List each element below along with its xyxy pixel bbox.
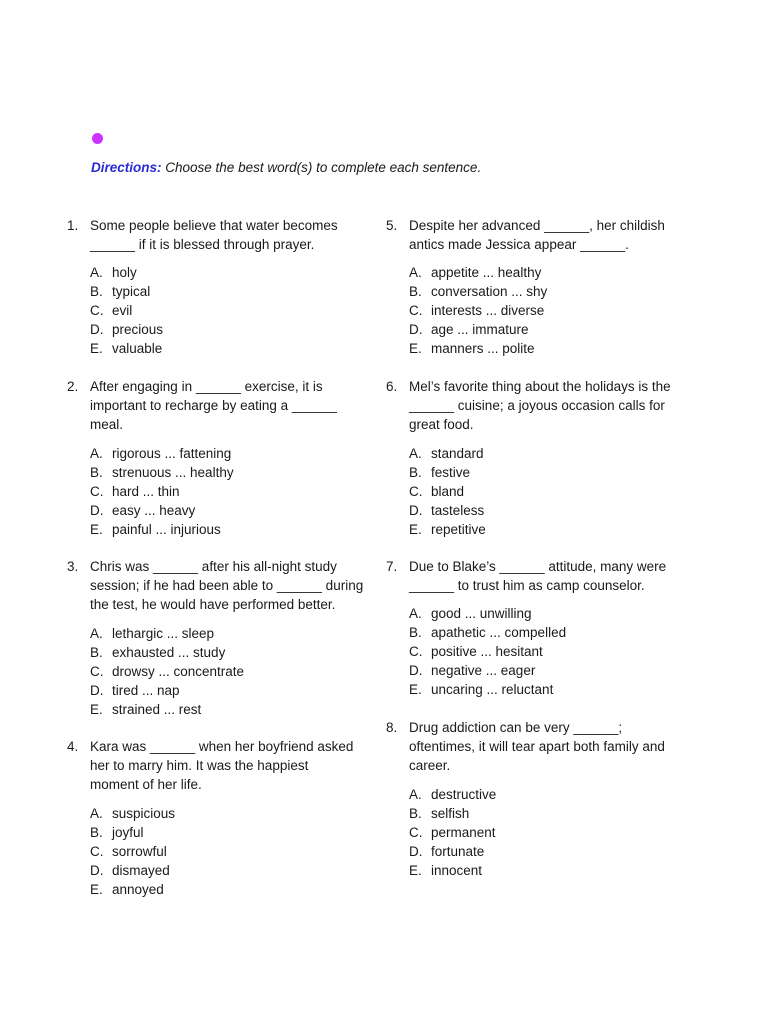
stem-line: great food. xyxy=(409,417,474,433)
question-stem xyxy=(67,737,379,795)
question-number: 6. xyxy=(386,379,398,394)
option-c xyxy=(386,301,698,320)
directions xyxy=(91,160,481,175)
option-letter: C. xyxy=(409,824,423,840)
directions-label: Directions: xyxy=(91,160,162,175)
option-text: evil xyxy=(112,303,133,319)
option-letter: D. xyxy=(409,322,423,338)
option-text: good ... unwilling xyxy=(431,606,532,622)
option-d xyxy=(67,861,379,880)
question-stem xyxy=(67,557,379,615)
option-e xyxy=(67,700,379,719)
option-text: dismayed xyxy=(112,862,170,878)
stem-line: her to marry him. It was the happiest xyxy=(90,758,309,774)
option-letter: D. xyxy=(409,502,423,518)
answer-options xyxy=(386,785,698,880)
option-text: precious xyxy=(112,322,164,338)
option-letter: D. xyxy=(409,843,423,859)
option-c xyxy=(386,823,698,842)
option-letter: E. xyxy=(90,881,103,897)
option-text: easy ... heavy xyxy=(112,502,196,518)
option-e xyxy=(67,520,379,539)
option-letter: B. xyxy=(409,284,422,300)
option-letter: D. xyxy=(90,322,104,338)
directions-text: Choose the best word(s) to complete each sentence. xyxy=(161,160,482,175)
option-letter: B. xyxy=(90,824,103,840)
option-letter: A. xyxy=(409,606,422,622)
option-text: age ... immature xyxy=(431,322,529,338)
option-d xyxy=(67,501,379,520)
option-e xyxy=(386,339,698,358)
option-text: typical xyxy=(112,284,151,300)
option-a xyxy=(67,624,379,643)
option-d xyxy=(386,842,698,861)
option-text: destructive xyxy=(431,786,497,802)
option-text: permanent xyxy=(431,824,496,840)
question-number: 1. xyxy=(67,218,79,233)
option-letter: E. xyxy=(409,521,422,537)
option-letter: B. xyxy=(90,284,103,300)
option-text: hard ... thin xyxy=(112,483,180,499)
option-letter: B. xyxy=(90,644,103,660)
stem-line: Mel’s favorite thing about the holidays is the xyxy=(409,379,671,394)
option-text: innocent xyxy=(431,862,483,878)
question-8 xyxy=(386,718,698,880)
question-stem xyxy=(386,216,698,254)
question-stem xyxy=(386,557,698,595)
option-text: negative ... eager xyxy=(431,663,536,679)
stem-line: career. xyxy=(409,758,451,774)
option-text: bland xyxy=(431,483,465,499)
option-e xyxy=(386,861,698,880)
question-stem xyxy=(67,216,379,254)
option-text: conversation ... shy xyxy=(431,284,548,300)
option-text: interests ... diverse xyxy=(431,303,545,319)
option-b xyxy=(67,282,379,301)
option-letter: C. xyxy=(409,483,423,499)
stem-line: important to recharge by eating a ______ xyxy=(90,398,337,414)
option-b xyxy=(386,623,698,642)
question-number: 7. xyxy=(386,559,398,574)
answer-options xyxy=(67,263,379,358)
option-text: drowsy ... concentrate xyxy=(112,663,245,679)
option-a xyxy=(67,444,379,463)
stem-line: Despite her advanced ______, her childish xyxy=(409,218,665,233)
option-b xyxy=(67,643,379,662)
option-d xyxy=(386,661,698,680)
question-number: 5. xyxy=(386,218,398,233)
option-letter: B. xyxy=(409,625,422,641)
question-3 xyxy=(67,557,379,719)
stem-line: oftentimes, it will tear apart both family and xyxy=(409,739,665,755)
answer-options xyxy=(67,804,379,899)
option-text: valuable xyxy=(112,341,163,357)
option-a xyxy=(67,804,379,823)
option-b xyxy=(67,463,379,482)
option-text: exhausted ... study xyxy=(112,644,226,660)
option-letter: E. xyxy=(90,341,103,357)
question-1 xyxy=(67,216,379,358)
option-a xyxy=(386,785,698,804)
option-a xyxy=(386,444,698,463)
option-text: strenuous ... healthy xyxy=(112,464,234,480)
option-letter: E. xyxy=(409,341,422,357)
option-letter: C. xyxy=(90,303,104,319)
option-c xyxy=(67,482,379,501)
option-text: appetite ... healthy xyxy=(431,265,542,281)
question-2 xyxy=(67,377,379,539)
option-text: selfish xyxy=(431,805,470,821)
option-d xyxy=(386,320,698,339)
stem-line: ______ cuisine; a joyous occasion calls for xyxy=(409,398,665,414)
option-text: tasteless xyxy=(431,502,485,518)
option-a xyxy=(386,604,698,623)
question-4 xyxy=(67,737,379,899)
option-letter: B. xyxy=(90,464,103,480)
option-letter: E. xyxy=(409,862,422,878)
option-letter: C. xyxy=(409,303,423,319)
stem-line: Some people believe that water becomes xyxy=(90,218,338,233)
stem-line: session; if he had been able to ______ during xyxy=(90,578,364,594)
stem-line: After engaging in ______ exercise, it is xyxy=(90,379,323,394)
answer-options xyxy=(67,444,379,539)
option-text: painful ... injurious xyxy=(112,521,221,537)
option-d xyxy=(67,681,379,700)
question-5 xyxy=(386,216,698,358)
option-letter: E. xyxy=(409,682,422,698)
option-letter: D. xyxy=(90,502,104,518)
option-letter: A. xyxy=(90,445,103,461)
question-number: 8. xyxy=(386,720,398,735)
stem-line: Kara was ______ when her boyfriend asked xyxy=(90,739,354,754)
option-a xyxy=(386,263,698,282)
option-c xyxy=(67,842,379,861)
option-letter: D. xyxy=(90,862,104,878)
option-letter: E. xyxy=(90,521,103,537)
answer-options xyxy=(386,604,698,699)
option-text: joyful xyxy=(112,824,144,840)
option-text: standard xyxy=(431,445,484,461)
question-7 xyxy=(386,557,698,699)
stem-line: antics made Jessica appear ______. xyxy=(409,237,629,253)
option-text: festive xyxy=(431,464,471,480)
option-text: sorrowful xyxy=(112,843,167,859)
option-b xyxy=(386,282,698,301)
question-6 xyxy=(386,377,698,539)
stem-line: ______ to trust him as camp counselor. xyxy=(409,578,645,594)
option-text: suspicious xyxy=(112,805,176,821)
option-text: lethargic ... sleep xyxy=(112,625,215,641)
stem-line: the test, he would have performed better. xyxy=(90,597,336,613)
option-e xyxy=(67,339,379,358)
option-letter: B. xyxy=(409,464,422,480)
option-e xyxy=(386,520,698,539)
stem-line: moment of her life. xyxy=(90,777,202,793)
question-stem xyxy=(67,377,379,435)
stem-line: Chris was ______ after his all-night study xyxy=(90,559,337,574)
question-stem xyxy=(386,718,698,776)
option-letter: A. xyxy=(409,445,422,461)
option-letter: D. xyxy=(90,682,104,698)
stem-line: Due to Blake’s ______ attitude, many were xyxy=(409,559,667,574)
option-b xyxy=(386,463,698,482)
option-b xyxy=(386,804,698,823)
option-letter: A. xyxy=(90,805,103,821)
answer-options xyxy=(67,624,379,719)
option-text: fortunate xyxy=(431,843,485,859)
option-text: tired ... nap xyxy=(112,682,180,698)
option-letter: A. xyxy=(90,265,103,281)
answer-options xyxy=(386,263,698,358)
stem-line: Drug addiction can be very ______; xyxy=(409,720,623,735)
option-text: uncaring ... reluctant xyxy=(431,682,554,698)
option-e xyxy=(386,680,698,699)
option-letter: D. xyxy=(409,663,423,679)
option-letter: C. xyxy=(409,644,423,660)
stem-line: ______ if it is blessed through prayer. xyxy=(90,237,315,253)
option-letter: B. xyxy=(409,805,422,821)
purple-bullet-icon xyxy=(92,133,103,144)
option-c xyxy=(67,301,379,320)
option-letter: A. xyxy=(90,625,103,641)
option-text: holy xyxy=(112,265,137,281)
option-letter: C. xyxy=(90,663,104,679)
option-a xyxy=(67,263,379,282)
option-text: apathetic ... compelled xyxy=(431,625,567,641)
option-c xyxy=(386,642,698,661)
option-text: repetitive xyxy=(431,521,486,537)
option-b xyxy=(67,823,379,842)
option-text: positive ... hesitant xyxy=(431,644,543,660)
option-text: rigorous ... fattening xyxy=(112,445,232,461)
stem-line: meal. xyxy=(90,417,124,433)
option-d xyxy=(67,320,379,339)
option-letter: C. xyxy=(90,843,104,859)
option-text: strained ... rest xyxy=(112,701,202,717)
question-number: 3. xyxy=(67,559,79,574)
option-e xyxy=(67,880,379,899)
question-number: 2. xyxy=(67,379,79,394)
option-d xyxy=(386,501,698,520)
question-stem xyxy=(386,377,698,435)
option-letter: A. xyxy=(409,265,422,281)
option-letter: C. xyxy=(90,483,104,499)
option-letter: E. xyxy=(90,701,103,717)
question-number: 4. xyxy=(67,739,79,754)
option-c xyxy=(386,482,698,501)
option-c xyxy=(67,662,379,681)
option-text: annoyed xyxy=(112,881,164,897)
option-text: manners ... polite xyxy=(431,341,535,357)
option-letter: A. xyxy=(409,786,422,802)
answer-options xyxy=(386,444,698,539)
